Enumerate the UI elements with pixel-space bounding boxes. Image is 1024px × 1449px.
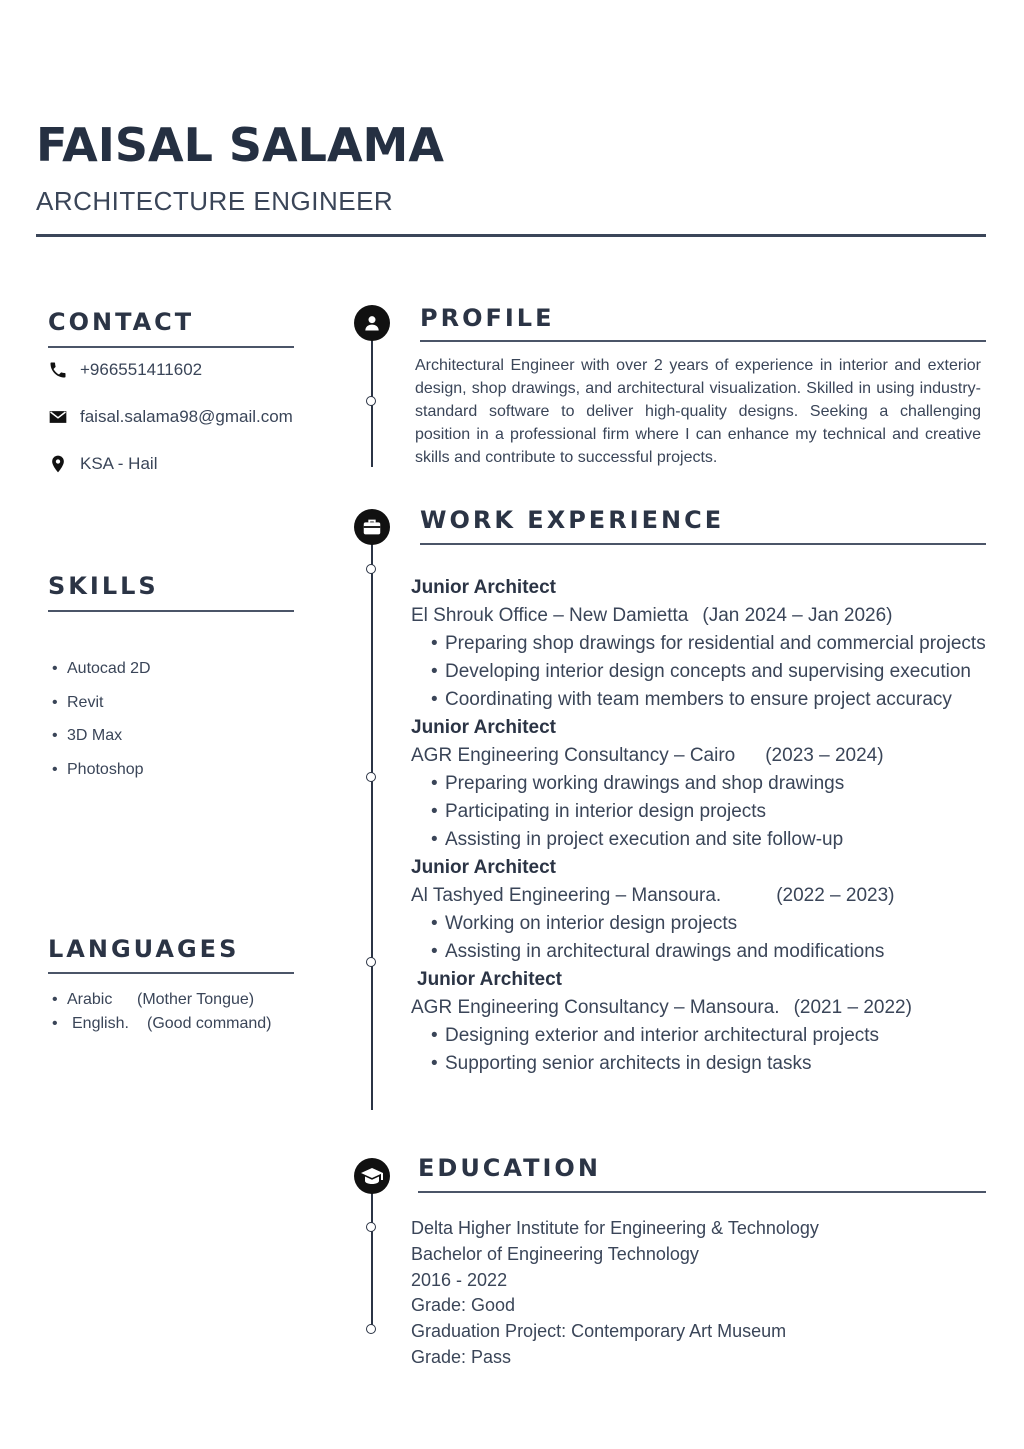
list-item: • Preparing shop drawings for residential and commercial projects: [431, 630, 1016, 658]
contact-location: [48, 454, 157, 474]
job-duties: [411, 630, 1016, 714]
contact-email: [48, 407, 293, 427]
languages-divider: [48, 972, 294, 974]
job-dates: (Jan 2024 – Jan 2026): [702, 605, 893, 626]
contact-divider: [48, 346, 294, 348]
contact-heading: CONTACT: [48, 308, 195, 336]
candidate-name: FAISAL SALAMA: [36, 118, 444, 172]
language-level: (Mother Tongue): [137, 991, 255, 1008]
timeline-segment-work: [371, 530, 373, 1110]
list-item: • Supporting senior architects in design tasks: [431, 1050, 1016, 1078]
skills-divider: [48, 610, 294, 612]
job-duties: [411, 910, 1016, 966]
skills-list: [52, 652, 151, 786]
language-name: Arabic: [67, 991, 113, 1008]
graduation-cap-icon: [354, 1158, 390, 1194]
location-pin-icon: [48, 454, 68, 474]
skills-heading: SKILLS: [48, 572, 159, 600]
job-company-line: [411, 602, 1016, 630]
education-years: 2016 - 2022: [411, 1269, 508, 1290]
user-icon: [354, 305, 390, 341]
job-entry: [411, 714, 1016, 854]
job-entry: [411, 574, 1016, 714]
list-item: • Preparing working drawings and shop drawings: [431, 770, 1016, 798]
job-title: Junior Architect: [417, 969, 562, 990]
timeline-dot: [366, 1324, 376, 1334]
job-company-line: [411, 742, 1016, 770]
list-item: • Participating in interior design projects: [431, 798, 1016, 826]
education-heading: EDUCATION: [418, 1154, 601, 1182]
job-company: AGR Engineering Consultancy – Mansoura.: [411, 997, 780, 1018]
list-item: • Developing interior design concepts and supervising execution: [431, 658, 1016, 686]
timeline-segment-education: [371, 1180, 373, 1330]
education-degree: Bachelor of Engineering Technology: [411, 1243, 699, 1264]
phone-number[interactable]: +966551411602: [80, 360, 203, 379]
languages-list: [52, 988, 272, 1036]
languages-heading: LANGUAGES: [48, 935, 240, 963]
job-entry: [411, 854, 1016, 966]
list-item: • Assisting in project execution and site follow-up: [431, 826, 1016, 854]
timeline-dot: [366, 1222, 376, 1232]
job-dates: (2023 – 2024): [765, 745, 884, 766]
job-company: AGR Engineering Consultancy – Cairo: [411, 745, 736, 766]
work-divider: [420, 543, 986, 545]
timeline-dot: [366, 564, 376, 574]
header-divider: [36, 234, 986, 237]
work-heading: WORK EXPERIENCE: [420, 506, 725, 534]
list-item: • Autocad 2D: [52, 652, 151, 686]
profile-divider: [420, 340, 986, 342]
list-item: • 3D Max: [52, 719, 151, 753]
job-company: Al Tashyed Engineering – Mansoura.: [411, 885, 722, 906]
language-level: (Good command): [147, 1015, 272, 1032]
education-divider: [418, 1191, 986, 1193]
list-item: • Designing exterior and interior architectural projects: [431, 1022, 1016, 1050]
contact-phone: [48, 360, 202, 380]
list-item: • Assisting in architectural drawings and modifications: [431, 938, 1016, 966]
project-grade: Grade: Pass: [411, 1346, 512, 1367]
job-title: Junior Architect: [411, 857, 556, 878]
language-name: English.: [72, 1015, 129, 1032]
job-duties: [411, 1022, 1016, 1078]
education-details: [411, 1216, 819, 1371]
education-institution: Delta Higher Institute for Engineering & Technology: [411, 1218, 819, 1238]
timeline-dot: [366, 772, 376, 782]
work-experience-list: [411, 574, 1016, 1078]
job-title: Junior Architect: [411, 717, 556, 738]
list-item: [52, 988, 272, 1012]
timeline-dot: [366, 957, 376, 967]
profile-heading: PROFILE: [420, 304, 555, 332]
candidate-role: ARCHITECTURE ENGINEER: [36, 186, 394, 216]
list-item: [52, 1012, 272, 1036]
job-dates: (2021 – 2022): [793, 997, 912, 1018]
envelope-icon: [48, 407, 68, 427]
job-company-line: [411, 994, 1016, 1022]
job-company-line: [411, 882, 1016, 910]
phone-icon: [48, 360, 68, 380]
email-address[interactable]: faisal.salama98@gmail.com: [80, 407, 293, 426]
timeline-dot: [366, 396, 376, 406]
list-item: • Working on interior design projects: [431, 910, 1016, 938]
job-title: Junior Architect: [411, 577, 556, 598]
job-duties: [411, 770, 1016, 854]
job-company: El Shrouk Office – New Damietta: [411, 605, 689, 626]
graduation-project: Graduation Project: Contemporary Art Museum: [411, 1321, 787, 1342]
job-dates: (2022 – 2023): [776, 885, 895, 906]
list-item: • Revit: [52, 686, 151, 720]
profile-summary: Architectural Engineer with over 2 years of experience in interior and exterior design, shop drawings, and architectural visualization. Skilled in using industry-standard software to deliver high-quality designs. Seeking a challenging position in a professional firm where I can enhance my technical and creative skills and contribute to successful projects.: [415, 357, 981, 466]
location-text: KSA - Hail: [80, 454, 158, 473]
list-item: • Coordinating with team members to ensure project accuracy: [431, 686, 1016, 714]
education-grade: Grade: Good: [411, 1295, 516, 1316]
job-entry: [411, 966, 1016, 1078]
list-item: • Photoshop: [52, 753, 151, 787]
briefcase-icon: [354, 509, 390, 545]
